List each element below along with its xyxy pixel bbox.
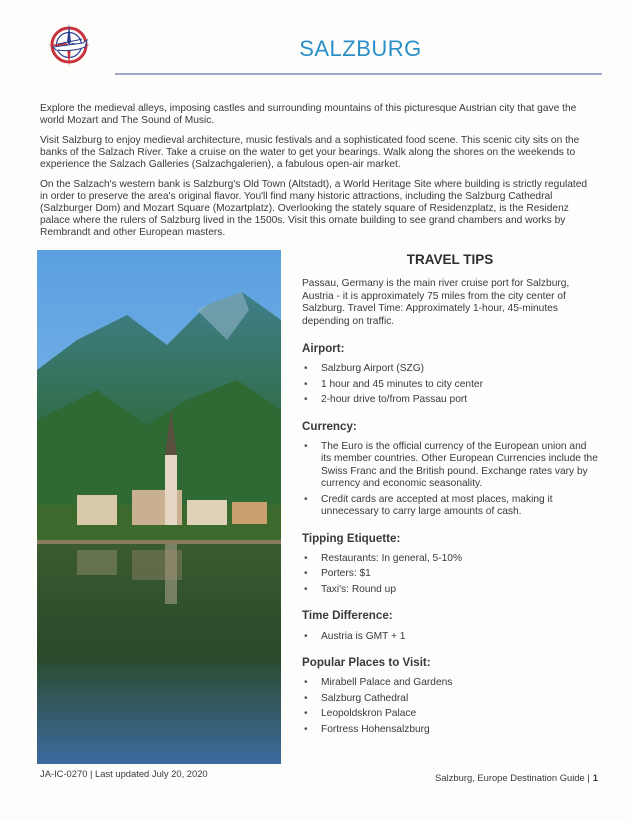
- section-heading-currency: Currency:: [302, 419, 357, 433]
- travel-tips: [302, 254, 598, 750]
- footer-guide-label: Salzburg, Europe Destination Guide |: [435, 772, 590, 783]
- popular-places-list: [302, 677, 598, 736]
- list-item: • Mirabell Palace and Gardens: [302, 677, 598, 689]
- section-heading-time-difference: Time Difference:: [302, 609, 393, 623]
- list-item: • Austria is GMT + 1: [302, 631, 598, 643]
- footer-guide-title: [435, 772, 598, 783]
- list-item: • Salzburg Cathedral: [302, 693, 598, 705]
- section-heading-popular-places: Popular Places to Visit:: [302, 655, 431, 669]
- travel-tips-lead: Passau, Germany is the main river cruise port for Salzburg, Austria - it is approximately 75 miles from the city center of Salzburg. Travel Time: Approximately 1-hour, 45-minutes depending on traffic.: [302, 278, 570, 327]
- list-item: • Leopoldskron Palace: [302, 708, 598, 720]
- time-difference-list: [302, 631, 598, 643]
- page-number: 1: [592, 772, 598, 783]
- list-item: • Credit cards are accepted at most places, making it unnecessary to carry large amounts of cash.: [302, 494, 598, 519]
- section-heading-airport: Airport:: [302, 342, 345, 356]
- list-item: • 2-hour drive to/from Passau port: [302, 394, 598, 406]
- list-item: • Fortress Hohensalzburg: [302, 724, 598, 736]
- document-id: JA-IC-0270 | Last updated July 20, 2020: [40, 768, 208, 779]
- list-item: • The Euro is the official currency of the European union and its member countries. Other European Currencies include the Swiss Franc and the British pound. Exchange rates vary by currency and economic seasonality.: [302, 441, 598, 491]
- intro-paragraph: On the Salzach's western bank is Salzburg's Old Town (Altstadt), a World Heritage Site where building is strictly regulated in order to preserve the area's original flavor. You'll find many historic attractions, including the Salzburg Cathedral (Salzburger Dom) and Mozart Square (Mozartplatz). Overlooking the stately square of Residenzplatz, is the Residenz palace where the rulers of Salzburg lived in the 1500s. Visit this ornate building to see grand chambers and works by Rembrandt and other European masters.: [40, 179, 588, 238]
- list-item: • Taxi's: Round up: [302, 584, 598, 596]
- intro-paragraph: Visit Salzburg to enjoy medieval architecture, music festivals and a sophisticated food scene. This scenic city sits on the banks of the Salzach River. Take a cruise on the water to get your bearings. Walk along the shores on the weekends to experience the Salzach Galleries (Salzachgalerien), a fabulous open-air market.: [40, 135, 580, 170]
- intro-paragraph: Explore the medieval alleys, imposing castles and surrounding mountains of this picturesque Austrian city that gave the world Mozart and The Sound of Music.: [40, 103, 577, 126]
- list-item: • Porters: $1: [302, 568, 598, 580]
- tipping-list: [302, 553, 598, 596]
- company-logo: [44, 22, 94, 68]
- list-item: • 1 hour and 45 minutes to city center: [302, 379, 598, 391]
- airport-list: [302, 363, 598, 406]
- list-item: • Restaurants: In general, 5-10%: [302, 553, 598, 565]
- title-divider: [115, 73, 602, 75]
- list-item: • Salzburg Airport (SZG): [302, 363, 598, 375]
- travel-tips-heading: TRAVEL TIPS: [406, 252, 494, 267]
- intro-text: [40, 103, 596, 247]
- lakeside-village-photo: [37, 250, 281, 764]
- section-heading-tipping: Tipping Etiquette:: [302, 531, 401, 545]
- page-title: SALZBURG: [299, 36, 422, 61]
- currency-list: [302, 441, 598, 518]
